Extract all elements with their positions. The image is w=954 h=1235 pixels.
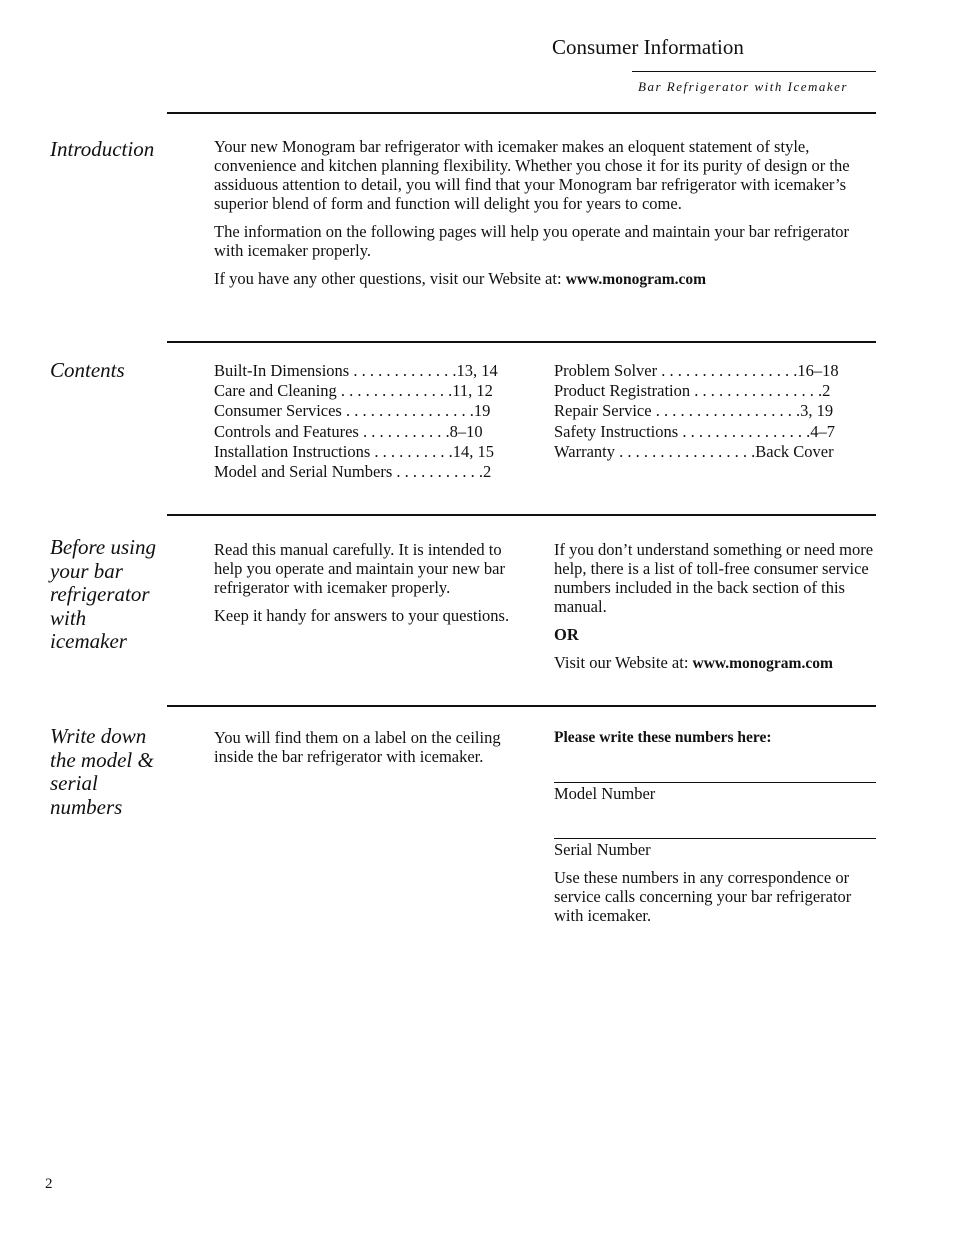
write-down-instruction: Please write these numbers here: xyxy=(554,729,772,746)
contents-list-right xyxy=(554,361,876,462)
toc-page: 16–18 xyxy=(797,361,839,380)
section-divider-write-down xyxy=(167,705,876,707)
toc-leader: . . . . . . . . . . . . . . . . . . xyxy=(651,401,801,421)
toc-entry[interactable] xyxy=(554,401,876,421)
introduction-paragraph-3 xyxy=(214,269,864,289)
toc-page: Back Cover xyxy=(755,441,834,461)
toc-label: Controls and Features xyxy=(214,421,359,441)
toc-label: Model and Serial Numbers xyxy=(214,462,393,482)
toc-leader: . . . . . . . . . . . . . . . . . xyxy=(614,441,756,461)
toc-entry[interactable] xyxy=(554,381,876,401)
introduction-paragraph-2: The information on the following pages will help you operate and maintain your bar refrigerator with icemaker properly. xyxy=(214,222,850,260)
toc-label: Problem Solver xyxy=(554,361,658,380)
page-number: 2 xyxy=(45,1176,53,1192)
toc-label: Repair Service xyxy=(554,401,652,421)
model-number-line[interactable] xyxy=(554,782,876,783)
toc-page: 19 xyxy=(473,401,491,421)
toc-entry[interactable] xyxy=(554,361,876,381)
contents-list-left xyxy=(214,361,544,482)
toc-leader: . . . . . . . . . . . . . . . . xyxy=(341,401,474,421)
toc-leader: . . . . . . . . . . . xyxy=(358,421,450,441)
toc-page: 2 xyxy=(822,381,831,401)
toc-page: 14, 15 xyxy=(452,441,495,461)
monogram-website-link[interactable]: www.monogram.com xyxy=(565,271,707,288)
serial-number-label: Serial Number xyxy=(554,840,651,859)
before-using-left-column xyxy=(214,540,530,634)
before-using-right-paragraph-1: If you don’t understand something or need more help, there is a list of toll-free consumer service numbers included in the back section of this manual. xyxy=(554,540,874,616)
write-down-right-paragraph: Use these numbers in any correspondence or service calls concerning your bar refrigerator with icemaker. xyxy=(554,868,852,925)
toc-label: Product Registration xyxy=(554,381,691,401)
introduction-heading: Introduction xyxy=(50,137,155,161)
write-down-heading: Write down the model & serial numbers xyxy=(50,724,154,819)
before-using-or: OR xyxy=(554,625,579,644)
model-number-label: Model Number xyxy=(554,784,656,803)
toc-leader: . . . . . . . . . . . . . . . . . xyxy=(657,361,798,380)
toc-entry[interactable] xyxy=(214,381,544,401)
toc-label: Care and Cleaning xyxy=(214,381,337,401)
before-using-right-paragraph-3 xyxy=(554,653,876,673)
toc-entry[interactable] xyxy=(214,361,544,381)
write-down-left-paragraph: You will find them on a label on the ceiling inside the bar refrigerator with icemaker. xyxy=(214,728,501,766)
toc-entry[interactable] xyxy=(214,422,544,442)
contents-heading: Contents xyxy=(50,358,125,382)
toc-entry[interactable] xyxy=(554,442,876,462)
introduction-paragraph-1: Your new Monogram bar refrigerator with icemaker makes an eloquent statement of style, convenience and kitchen planning flexibility. Whether you chose it for its purity of design or the assiduous attention to detail, you will find that your Monogram bar refrigerator with icemaker’s superior blend of form and function will delight you for years to come. xyxy=(214,137,850,213)
toc-label: Consumer Services xyxy=(214,401,342,421)
toc-leader: . . . . . . . . . . . xyxy=(392,462,484,482)
section-divider-before-using xyxy=(167,514,876,516)
toc-entry[interactable] xyxy=(554,422,876,442)
toc-label: Installation Instructions xyxy=(214,441,371,461)
serial-number-line[interactable] xyxy=(554,838,876,839)
toc-page: 3, 19 xyxy=(800,401,834,421)
toc-entry[interactable] xyxy=(214,401,544,421)
toc-leader: . . . . . . . . . . . . . . xyxy=(336,381,453,401)
toc-page: 4–7 xyxy=(810,421,835,441)
before-using-right-column xyxy=(554,540,876,682)
before-using-heading: Before using your bar refrigerator with icemaker xyxy=(50,535,156,653)
toc-page: 8–10 xyxy=(449,421,483,441)
introduction-body xyxy=(214,137,864,298)
toc-entry[interactable] xyxy=(214,462,544,482)
introduction-website-prefix: If you have any other questions, visit our Website at: xyxy=(214,269,566,288)
toc-page: 13, 14 xyxy=(456,361,498,380)
toc-page: 11, 12 xyxy=(452,381,493,401)
toc-leader: . . . . . . . . . . . . . xyxy=(349,361,457,380)
section-divider-contents xyxy=(167,341,876,343)
monogram-website-link[interactable]: www.monogram.com xyxy=(692,655,833,672)
toc-leader: . . . . . . . . . . . . . . . . xyxy=(678,421,811,441)
section-header-subtitle: Bar Refrigerator with Icemaker xyxy=(638,79,848,94)
toc-label: Built-In Dimensions xyxy=(214,361,350,380)
before-using-left-paragraph-2: Keep it handy for answers to your questions. xyxy=(214,606,510,625)
toc-leader: . . . . . . . . . . . . . . . . xyxy=(690,381,823,401)
write-down-left-column xyxy=(214,728,514,775)
section-header-title: Consumer Information xyxy=(552,35,744,59)
before-using-website-prefix: Visit our Website at: xyxy=(554,653,693,672)
toc-page: 2 xyxy=(483,462,492,482)
header-divider xyxy=(632,71,876,72)
before-using-left-paragraph-1: Read this manual carefully. It is intended to help you operate and maintain your new bar refrigerator with icemaker properly. xyxy=(214,540,505,597)
toc-entry[interactable] xyxy=(214,442,544,462)
section-divider-introduction xyxy=(167,112,876,114)
toc-label: Safety Instructions xyxy=(554,421,679,441)
toc-label: Warranty xyxy=(554,441,615,461)
toc-leader: . . . . . . . . . . xyxy=(370,441,453,461)
